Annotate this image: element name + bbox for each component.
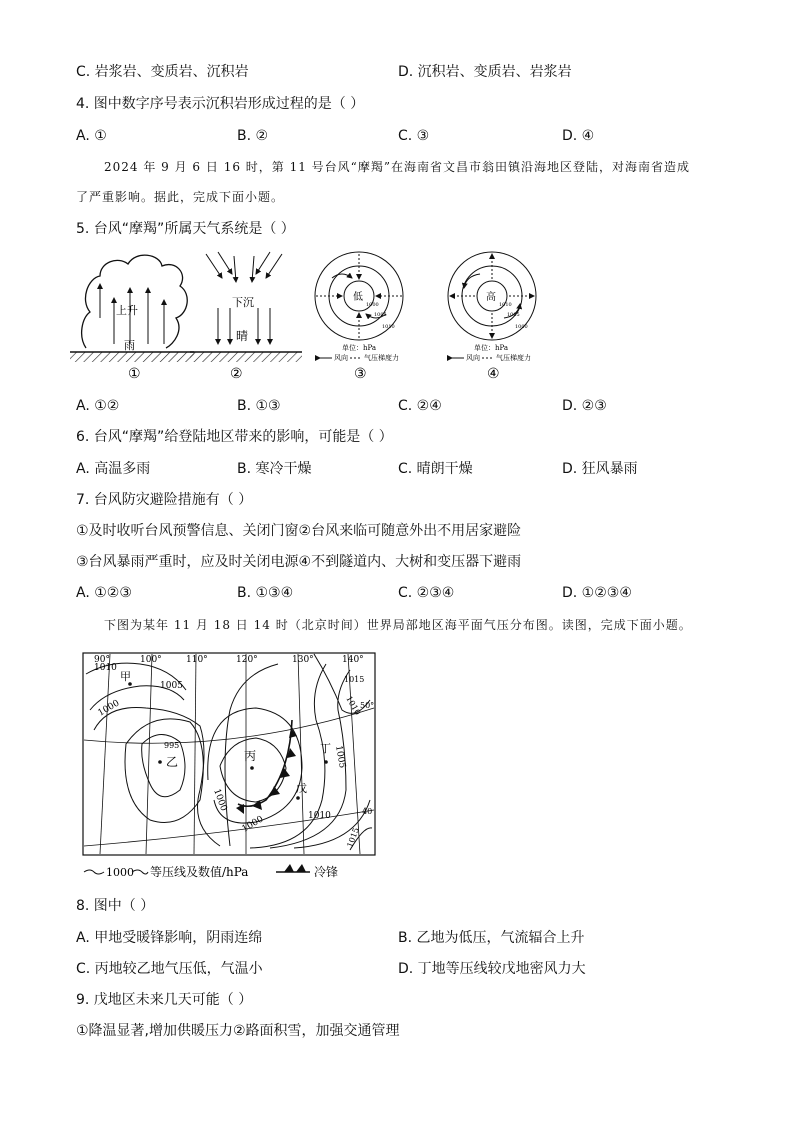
low-pressure-diagram [315, 252, 403, 382]
fig3-number: ③ [354, 366, 367, 382]
sinking-air-diagram [190, 252, 302, 382]
isobar-1010-c: 1010 [308, 811, 331, 821]
fig1-number: ① [128, 366, 141, 382]
question-9-stem: 9. 戊地区未来几天可能（ ） [76, 992, 253, 1008]
isobar-1000-a: 1000 [96, 698, 122, 719]
q4-option-c: C. ③ [398, 128, 430, 144]
isobar-1000-c: 1000 [240, 814, 266, 835]
fig2-clear-label: 晴 [236, 329, 249, 343]
q4-option-d: D. ④ [562, 128, 595, 144]
isobar-1005-a: 1005 [160, 681, 183, 691]
q8-option-b: B. 乙地为低压，气流辐合上升 [398, 930, 585, 946]
q6-option-b: B. 寒冷干燥 [237, 461, 312, 477]
map-lon-140: 140° [342, 655, 364, 665]
pressure-map [80, 650, 380, 882]
legend-cold-front: 冷锋 [314, 865, 339, 879]
isobar-1015-a: 1015 [344, 675, 365, 684]
fig4-unit: 单位：hPa [474, 344, 509, 352]
fig3-pgf-legend: 气压梯度力 [364, 354, 399, 362]
map-lon-130: 130° [292, 655, 314, 665]
point-wu: 戊 [296, 782, 307, 795]
passage-1-line-1: 2024 年 9 月 6 日 16 时，第 11 号台风“摩羯”在海南省文昌市翁田镇沿海地区登陆，对海南省造成 [104, 160, 690, 174]
point-yi: 乙 [166, 755, 179, 769]
q9-statement-line-1: ①降温显著,增加供暖压力②路面积雪，加强交通管理 [76, 1023, 400, 1039]
fig3-unit: 单位：hPa [342, 344, 377, 352]
passage-2: 下图为某年 11 月 18 日 14 时（北京时间）世界局部地区海平面气压分布图。读图，完成下面小题。 [104, 618, 692, 632]
fig2-sinking-label: 下沉 [232, 296, 254, 309]
fig4-p3: 1000 [515, 324, 528, 330]
q7-option-c: C. ②③④ [398, 585, 455, 601]
point-jia: 甲 [120, 670, 131, 683]
high-pressure-diagram [448, 252, 536, 382]
q6-option-d: D. 狂风暴雨 [562, 461, 638, 477]
q8-option-a: A. 甲地受暖锋影响，阴雨连绵 [76, 930, 263, 946]
map-lon-100: 100° [140, 655, 162, 665]
fig1-rising-label: 上升 [116, 304, 138, 317]
map-lon-110: 110° [186, 655, 208, 665]
q6-option-a: A. 高温多雨 [76, 461, 151, 477]
q4-option-a: A. ① [76, 128, 107, 144]
map-lat-50: 50° [360, 701, 375, 710]
q7-statement-line-1: ①及时收听台风预警信息、关闭门窗②台风来临可随意外出不用居家避险 [76, 523, 522, 539]
legend-isobar-text: 等压线及数值/hPa [150, 865, 249, 879]
map-lat-40: 40 [362, 807, 373, 816]
fig4-number: ④ [487, 366, 500, 382]
question-4-stem: 4. 图中数字序号表示沉积岩形成过程的是（ ） [76, 96, 365, 112]
q7-option-d: D. ①②③④ [562, 585, 632, 601]
q7-statement-line-2: ③台风暴雨严重时，应及时关闭电源④不到隧道内、大树和变压器下避雨 [76, 554, 522, 570]
q8-option-c: C. 丙地较乙地气压低，气温小 [76, 961, 263, 977]
q5-option-c: C. ②④ [398, 398, 442, 414]
fig4-pgf-legend: 气压梯度力 [496, 354, 531, 362]
q8-option-d: D. 丁地等压线较戊地密风力大 [398, 961, 586, 977]
fig4-p1: 1010 [499, 302, 512, 308]
question-7-stem: 7. 台风防灾避险措施有（ ） [76, 492, 253, 508]
question-8-stem: 8. 图中（ ） [76, 898, 155, 914]
map-lon-90: 90° [94, 655, 110, 665]
weather-system-figure [70, 248, 550, 384]
q7-option-b: B. ①③④ [237, 585, 294, 601]
q5-option-b: B. ①③ [237, 398, 281, 414]
q6-option-c: C. 晴朗干燥 [398, 461, 473, 477]
point-bing: 丙 [244, 749, 257, 763]
question-6-stem: 6. 台风“摩羯”给登陆地区带来的影响，可能是（ ） [76, 429, 393, 445]
q5-option-a: A. ①② [76, 398, 120, 414]
passage-1-line-2: 了严重影响。据此，完成下面小题。 [76, 190, 285, 204]
fig3-p3: 1010 [382, 324, 395, 330]
fig3-low-label: 低 [353, 292, 363, 303]
q4-option-b: B. ② [237, 128, 269, 144]
fig1-rain-label: 雨 [124, 339, 135, 352]
rising-air-diagram [70, 255, 194, 382]
fig3-wind-legend: 风向 [334, 354, 348, 362]
option-c: C. 岩浆岩、变质岩、沉积岩 [76, 64, 249, 80]
point-ding: 丁 [320, 742, 331, 755]
fig2-number: ② [230, 366, 243, 382]
legend-isobar-value: 1000 [106, 866, 134, 879]
isobar-1005-b: 1005 [333, 744, 347, 770]
fig4-p2: 1005 [507, 312, 520, 318]
fig3-p1: 1000 [366, 302, 379, 308]
isobar-995: 995 [164, 741, 180, 750]
map-lon-120: 120° [236, 655, 258, 665]
isobar-1010-a: 1010 [94, 663, 117, 673]
isobar-1015-b: 1015 [345, 826, 361, 849]
question-5-stem: 5. 台风“摩羯”所属天气系统是（ ） [76, 221, 295, 237]
q7-option-a: A. ①②③ [76, 585, 132, 601]
q5-option-d: D. ②③ [562, 398, 607, 414]
fig4-wind-legend: 风向 [466, 354, 480, 362]
fig4-high-label: 高 [486, 292, 496, 303]
isobar-1000-b: 1000 [211, 787, 229, 813]
isobar-1010-b: 1010 [344, 694, 363, 717]
option-d: D. 沉积岩、变质岩、岩浆岩 [398, 64, 572, 80]
fig3-p2: 1005 [374, 312, 387, 318]
